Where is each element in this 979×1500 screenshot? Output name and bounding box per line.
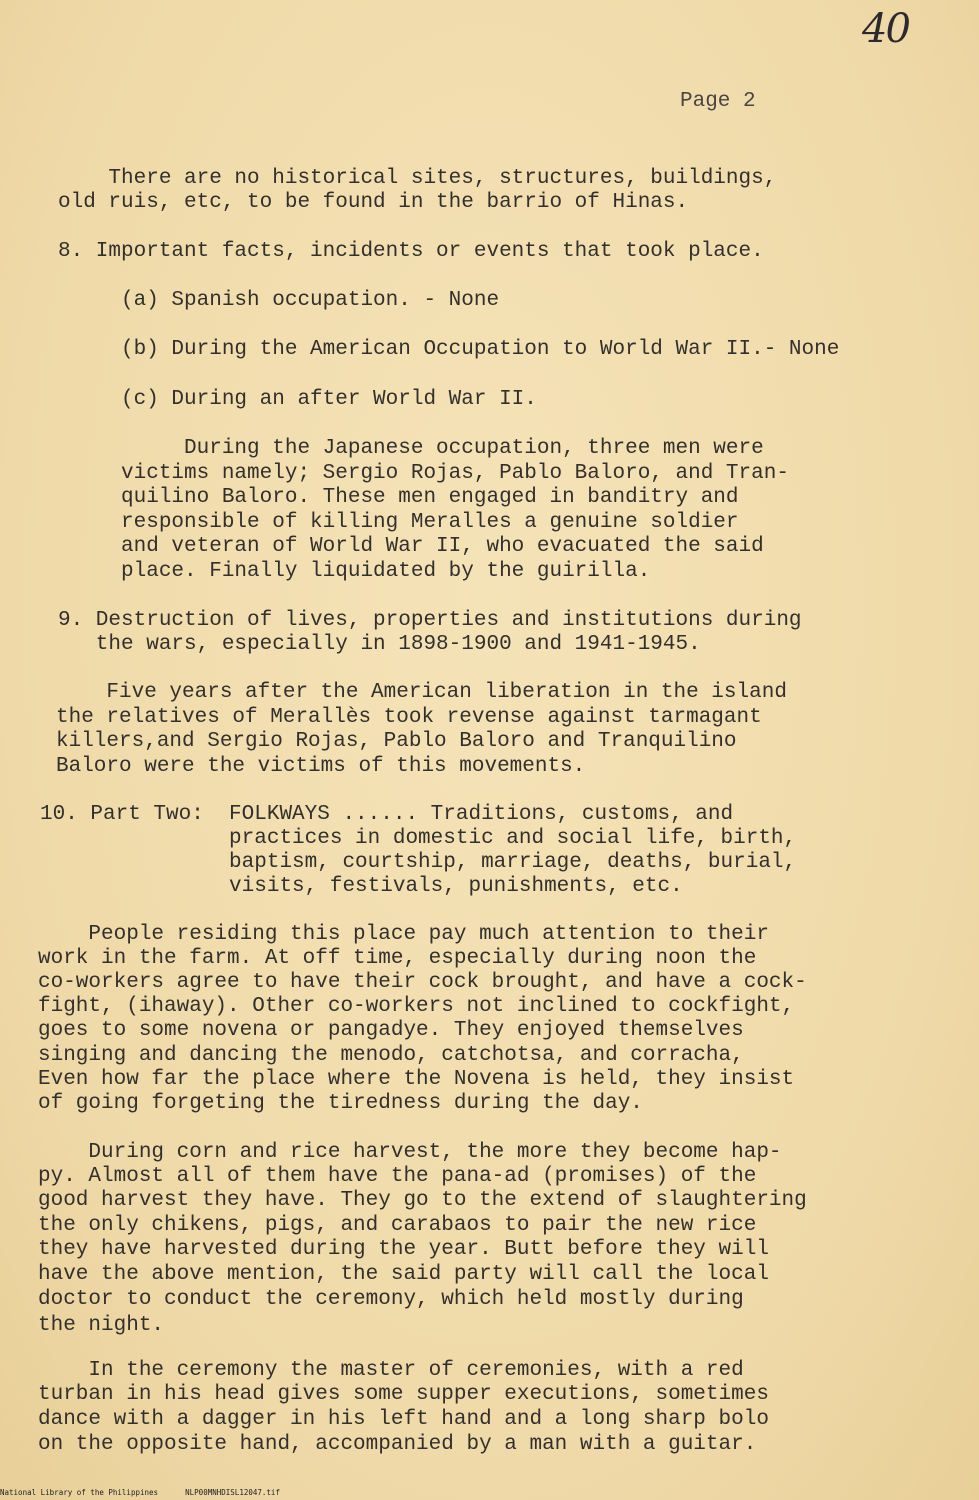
footer-file-id: NLP00MNHDISL12047.tif — [185, 1488, 280, 1497]
text-line: practices in domestic and social life, birth, — [40, 827, 797, 850]
text-line: of going forgeting the tiredness during the day. — [38, 1092, 643, 1115]
archive-footer — [0, 1488, 280, 1497]
text-line: the only chikens, pigs, and carabaos to pair the new rice — [38, 1214, 757, 1237]
text-line: goes to some novena or pangadye. They enjoyed themselves — [38, 1019, 744, 1042]
handwritten-page-number: 40 — [862, 6, 909, 52]
text-line: on the opposite hand, accompanied by a man with a guitar. — [38, 1433, 757, 1456]
text-line: During corn and rice harvest, the more they become hap- — [38, 1141, 782, 1164]
text-line: work in the farm. At off time, especially during noon the — [38, 947, 757, 970]
text-line: the wars, especially in 1898-1900 and 1941-1945. — [58, 633, 701, 656]
text-line: py. Almost all of them have the pana-ad (promises) of the — [38, 1165, 757, 1188]
text-line: Baloro were the victims of this movements. — [56, 755, 586, 778]
text-line: quilino Baloro. These men engaged in banditry and — [58, 486, 739, 509]
text-line: Even how far the place where the Novena is held, they insist — [38, 1068, 795, 1091]
text-line: singing and dancing the menodo, catchotsa, and corracha, — [38, 1044, 744, 1067]
text-line: place. Finally liquidated by the guirilla. — [58, 560, 651, 583]
text-line: baptism, courtship, marriage, deaths, burial, — [40, 851, 797, 874]
text-line: turban in his head gives some supper executions, sometimes — [38, 1383, 769, 1406]
text-line: doctor to conduct the ceremony, which held mostly during — [38, 1288, 744, 1311]
text-line: There are no historical sites, structures, buildings, — [58, 167, 777, 190]
page-label: Page 2 — [680, 90, 756, 113]
footer-library: National Library of the Philippines — [0, 1488, 159, 1497]
text-line: victims namely; Sergio Rojas, Pablo Baloro, and Tran- — [58, 462, 789, 485]
text-line: People residing this place pay much attention to their — [38, 923, 769, 946]
text-line: killers,and Sergio Rojas, Pablo Baloro and Tranquilino — [56, 730, 737, 753]
text-line: and veteran of World War II, who evacuated the said — [58, 535, 764, 558]
text-line: the relatives of Merallès took revense against tarmagant — [56, 706, 762, 729]
text-line: (c) During an after World War II. — [58, 388, 537, 411]
text-line: dance with a dagger in his left hand and a long sharp bolo — [38, 1408, 769, 1431]
text-line: Five years after the American liberation in the island — [56, 681, 787, 704]
text-line: 10. Part Two: FOLKWAYS ...... Traditions, customs, and — [40, 803, 734, 826]
text-line: In the ceremony the master of ceremonies, with a red — [38, 1359, 744, 1382]
text-line: have the above mention, the said party will call the local — [38, 1263, 769, 1286]
text-line: visits, festivals, punishments, etc. — [40, 875, 683, 898]
text-line: responsible of killing Meralles a genuine soldier — [58, 511, 739, 534]
text-line: (a) Spanish occupation. - None — [58, 289, 500, 312]
text-line: they have harvested during the year. Butt before they will — [38, 1238, 769, 1261]
text-line: the night. — [38, 1314, 165, 1337]
text-line: co-workers agree to have their cock brought, and have a cock- — [38, 971, 807, 994]
text-line: 9. Destruction of lives, properties and institutions during — [58, 609, 802, 632]
text-line: 8. Important facts, incidents or events that took place. — [58, 240, 764, 263]
text-line: During the Japanese occupation, three men were — [58, 437, 764, 460]
text-line: fight, (ihaway). Other co-workers not inclined to cockfight, — [38, 995, 795, 1018]
text-line: (b) During the American Occupation to World War II.- None — [58, 338, 840, 361]
text-line: old ruis, etc, to be found in the barrio of Hinas. — [58, 191, 689, 214]
text-line: good harvest they have. They go to the extend of slaughtering — [38, 1189, 807, 1212]
